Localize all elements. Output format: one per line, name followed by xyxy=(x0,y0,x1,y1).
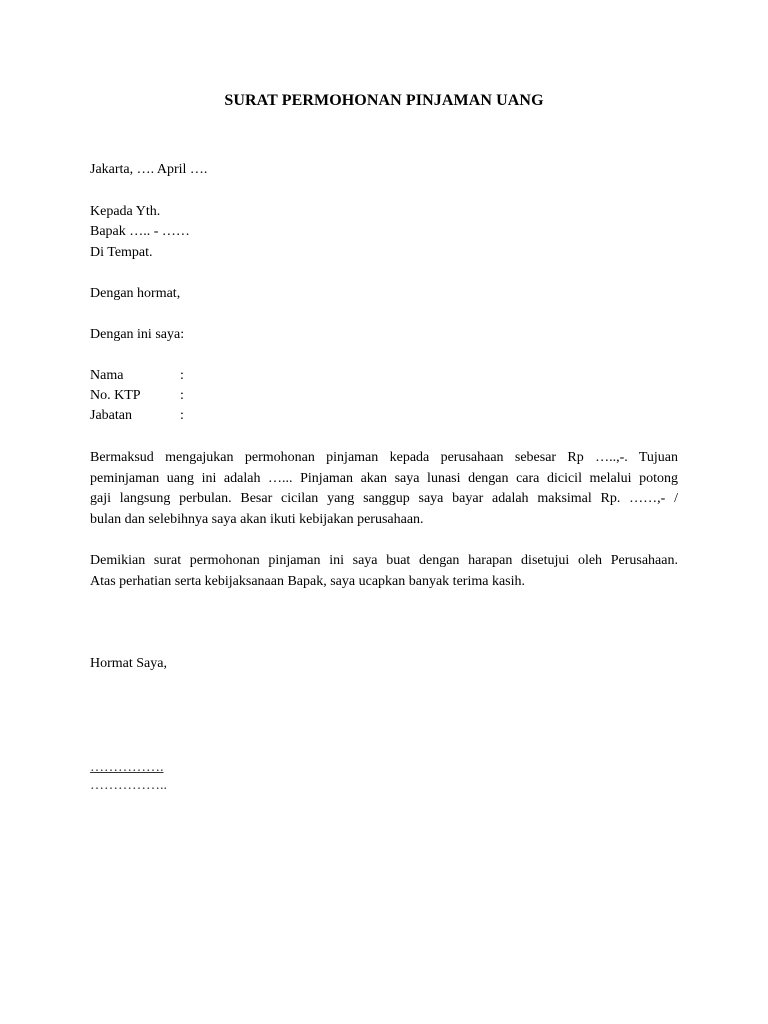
intro-line: Dengan ini saya: xyxy=(90,327,185,342)
greeting: Dengan hormat, xyxy=(90,286,181,301)
field-label-jabatan: Jabatan xyxy=(90,408,132,423)
paragraph-request-line-2: peminjaman uang ini adalah …... Pinjaman akan saya lunasi dengan cara dicicil melalui potong xyxy=(90,470,678,486)
paragraph-request-line-3: gaji langsung perbulan. Besar cicilan yang sanggup saya bayar adalah maksimal Rp. ……,- / xyxy=(90,491,678,506)
paragraph-request-line-4: bulan dan selebihnya saya akan ikuti kebijakan perusahaan. xyxy=(90,511,424,527)
paragraph-request-line-1: Bermaksud mengajukan permohonan pinjaman kepada perusahaan sebesar Rp …..,-. Tujuan xyxy=(90,450,678,465)
signature-name-placeholder: ……………. xyxy=(90,760,164,775)
paragraph-closing-line-1: Demikian surat permohonan pinjaman ini saya buat dengan harapan disetujui oleh Perusahaan. xyxy=(90,553,678,568)
field-label-nama: Nama xyxy=(90,368,124,383)
paragraph-request xyxy=(90,448,678,530)
field-colon-jabatan: : xyxy=(180,408,184,423)
letter-title: SURAT PERMOHONAN PINJAMAN UANG xyxy=(224,92,544,109)
field-colon-nama: : xyxy=(180,368,184,383)
closing-salutation: Hormat Saya, xyxy=(90,656,167,671)
field-colon-ktp: : xyxy=(180,388,184,403)
signature-title-placeholder: …………….. xyxy=(90,778,167,793)
recipient-line-3: Di Tempat. xyxy=(90,245,153,260)
field-label-ktp: No. KTP xyxy=(90,388,141,403)
paragraph-closing-line-2: Atas perhatian serta kebijaksanaan Bapak, saya ucapkan banyak terima kasih. xyxy=(90,573,525,589)
recipient-line-2: Bapak ….. - …… xyxy=(90,224,190,239)
paragraph-closing xyxy=(90,551,678,592)
recipient-line-1: Kepada Yth. xyxy=(90,204,161,219)
date-line: Jakarta, …. April …. xyxy=(90,162,208,177)
